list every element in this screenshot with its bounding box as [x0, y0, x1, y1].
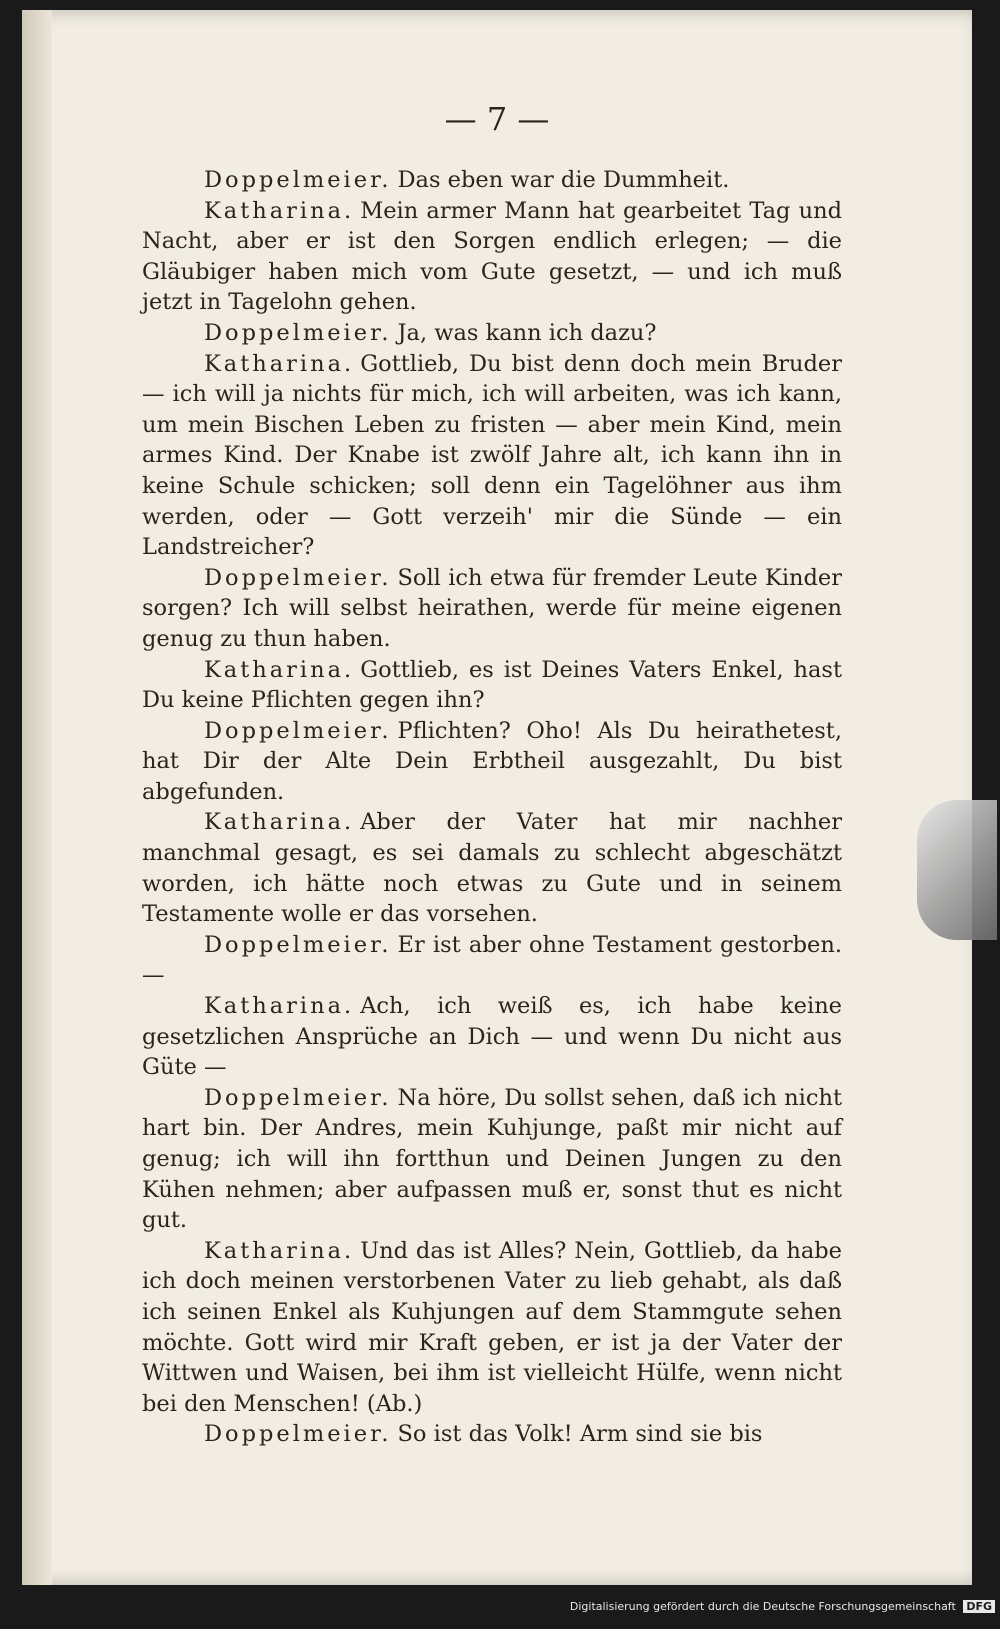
speaker-name: Katharina.	[204, 809, 355, 836]
dialogue-text: Aber der Vater hat mir nachher manchmal gesagt, es sei damals zu schlecht abgeschätzt worden, ich hätte noch etwas zu Gute und in seinem Testamente wolle er das vorsehen.	[142, 809, 842, 928]
speaker-name: Katharina.	[204, 197, 355, 224]
speaker-name: Katharina.	[204, 656, 355, 683]
speaker-name: Doppelmeier.	[204, 564, 392, 591]
dialogue-paragraph	[142, 196, 842, 318]
dialogue-paragraph	[142, 318, 842, 349]
speaker-name: Doppelmeier.	[204, 167, 392, 193]
dfg-logo: DFG	[963, 1600, 995, 1613]
page-text	[142, 165, 842, 1450]
speaker-name: Katharina.	[204, 993, 355, 1020]
dialogue-text: Er ist aber ohne Testament gestorben. —	[142, 931, 842, 989]
dialogue-paragraph	[142, 655, 842, 716]
speaker-name: Doppelmeier.	[204, 1084, 392, 1111]
book-page	[22, 10, 972, 1585]
dialogue-text: Mein armer Mann hat gearbeitet Tag und Nacht, aber er ist den Sorgen endlich erlegen; — die Gläubiger haben mich vom Gute gesetzt, — und ich muß jetzt in Tagelohn gehen.	[142, 197, 842, 316]
dialogue-text: So ist das Volk! Arm sind sie bis	[397, 1421, 763, 1448]
speaker-name: Katharina.	[204, 350, 355, 377]
dialogue-text: Ja, was kann ich dazu?	[397, 319, 657, 346]
dialogue-text: Gottlieb, es ist Deines Vaters Enkel, hast Du keine Pflichten gegen ihn?	[142, 656, 842, 714]
dialogue-text: Na höre, Du sollst sehen, daß ich nicht hart bin. Der Andres, mein Kuhjunge, paßt mir nicht auf genug; ich will ihn fortthun und Deinen Jungen zu den Kühen nehmen; aber aufpassen muß er, sonst thut es nicht gut.	[142, 1084, 842, 1234]
dialogue-paragraph	[142, 563, 842, 655]
dialogue-text: Pflichten? Oho! Als Du heirathetest, hat Dir der Alte Dein Erbtheil ausgezahlt, Du bist abgefunden.	[142, 717, 842, 805]
dialogue-paragraph	[142, 1236, 842, 1420]
speaker-name: Doppelmeier.	[204, 1421, 392, 1448]
dialogue-paragraph	[142, 1419, 842, 1450]
dialogue-text: Soll ich etwa für fremder Leute Kinder sorgen? Ich will selbst heirathen, werde für meine eigenen genug zu thun haben.	[142, 564, 842, 652]
page-number: — 7 —	[444, 100, 550, 138]
dialogue-text: Und das ist Alles? Nein, Gottlieb, da habe ich doch meinen verstorbenen Vater zu lieb gehabt, als daß ich seinen Enkel als Kuhjungen auf dem Stammgute sehen möchte. Gott wird mir Kraft geben, er ist ja der Vater der Wittwen und Waisen, bei ihm ist vielleicht Hülfe, wenn nicht bei den Menschen! (Ab.)	[142, 1237, 842, 1417]
credit-text: Digitalisierung gefördert durch die Deutsche Forschungsgemeinschaft	[569, 1600, 956, 1613]
dialogue-text: Gottlieb, Du bist denn doch mein Bruder — ich will ja nichts für mich, ich will arbeiten, was ich kann, um mein Bischen Leben zu fristen — aber mein Kind, mein armes Kind. Der Knabe ist zwölf Jahre alt, ich kann ihn in keine Schule schicken; soll denn ein Tagelöhner aus ihm werden, oder — Gott verzeih' mir die Sünde — ein Landstreicher?	[142, 350, 842, 561]
dialogue-text: Ach, ich weiß es, ich habe keine gesetzlichen Ansprüche an Dich — und wenn Du nicht aus Güte —	[142, 993, 842, 1081]
digitization-credit	[0, 1600, 995, 1613]
speaker-name: Katharina.	[204, 1237, 355, 1264]
dialogue-text: Das eben war die Dummheit.	[397, 167, 730, 193]
speaker-name: Doppelmeier.	[204, 319, 392, 346]
speaker-name: Doppelmeier.	[204, 931, 392, 958]
dialogue-paragraph	[142, 930, 842, 991]
page-gutter	[22, 10, 52, 1585]
dialogue-paragraph	[142, 991, 842, 1083]
dialogue-paragraph	[142, 349, 842, 563]
speaker-name: Doppelmeier.	[204, 717, 392, 744]
page-clip	[917, 800, 997, 940]
dialogue-paragraph	[142, 716, 842, 808]
dialogue-paragraph	[142, 165, 842, 196]
dialogue-paragraph	[142, 1083, 842, 1236]
dialogue-paragraph	[142, 807, 842, 929]
